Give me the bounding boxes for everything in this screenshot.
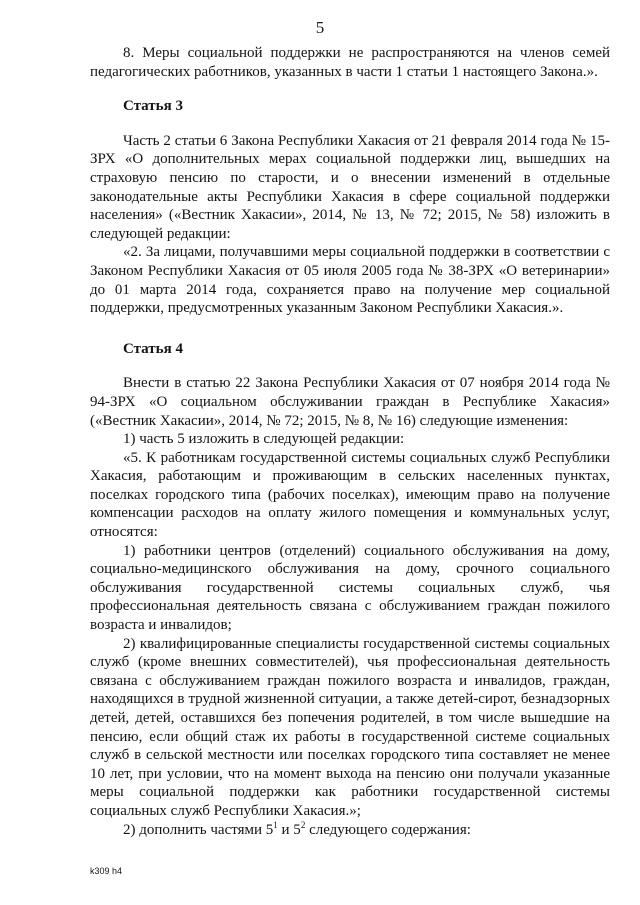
footer-code: k309 h4 [90,866,123,876]
article-4-intro: Внести в статью 22 Закона Республики Хакасия от 07 ноября 2014 года № 94-ЗРХ «О социальном обслуживании граждан в Республике Хакасия» («Вестник Хакасии», 2014, № 72; 2015, № 8, № 16) следующие изменения: [90,375,610,429]
item-2-prefix: 2) дополнить частями 5 [123,821,274,838]
document-body [90,44,610,839]
article-4-part-5: «5. К работникам государственной системы социальных служб Республики Хакасия, работающим и проживающим в сельских населенных пунктах, поселках городского типа (рабочих поселках), имеющим право на получение компенсации расходов на оплату жилого помещения и коммунальных услуг, относятся: [90,449,610,541]
item-2-suffix: следующего содержания: [305,821,471,838]
article-4-item-1: 1) часть 5 изложить в следующей редакции: [123,431,405,448]
article-3-intro: Часть 2 статьи 6 Закона Республики Хакасия от 21 февраля 2014 года № 15-ЗРХ «О дополнительных мерах социальной поддержки лиц, вышедших на страховую пенсию по старости, и о внесении изменений в отдельные законодательные акты Республики Хакасия в сфере социальной поддержки населения» («Вестник Хакасии», 2014, № 13, № 72; 2015, № 58) изложить в следующей редакции: [90,132,610,242]
article-3-heading: Статья 3 [123,98,183,115]
page-number: 5 [315,18,325,37]
article-4-sub-1: 1) работники центров (отделений) социального обслуживания на дому, социально-медицинского обслуживания на дому, срочного социального обслуживания государственной системы социальных служб, чья профессиональная деятельность связана с обслуживанием граждан пожилого возраста и инвалидов; [90,542,610,634]
article-3-quote: «2. За лицами, получавшими меры социальной поддержки в соответствии с Законом Республики Хакасия от 05 июля 2005 года № 38-ЗРХ «О ветеринарии» до 01 марта 2014 года, сохраняется право на получение мер социальной поддержки, предусмотренных указанным Законом Республики Хакасия.». [90,244,610,317]
superscript-2: 2 [300,819,306,830]
article-4-heading: Статья 4 [123,340,183,357]
item-8-paragraph: 8. Меры социальной поддержки не распространяются на членов семей педагогических работников, указанных в части 1 статьи 1 настоящего Закона.». [90,45,610,80]
article-4-sub-2: 2) квалифицированные специалисты государственной системы социальных служб (кроме внешних совместителей), чья профессиональная деятельность связана с обслуживанием граждан пожилого возраста и инвалидов, граждан, находящихся в трудной жизненной ситуации, а также детей-сирот, безнадзорных детей, детей, оставшихся без попечения родителей, в том числе вышедшие на пенсию, если общий стаж их работы в государственной системе социальных служб в сельской местности или поселках городского типа составляет не менее 10 лет, при условии, что на момент выхода на пенсию они получали указанные меры социальной поддержки как работники государственной системы социальных служб Республики Хакасия.»; [90,635,610,819]
superscript-1: 1 [273,819,278,830]
item-2-middle: и 5 [277,821,301,838]
article-4-item-2 [90,821,610,840]
